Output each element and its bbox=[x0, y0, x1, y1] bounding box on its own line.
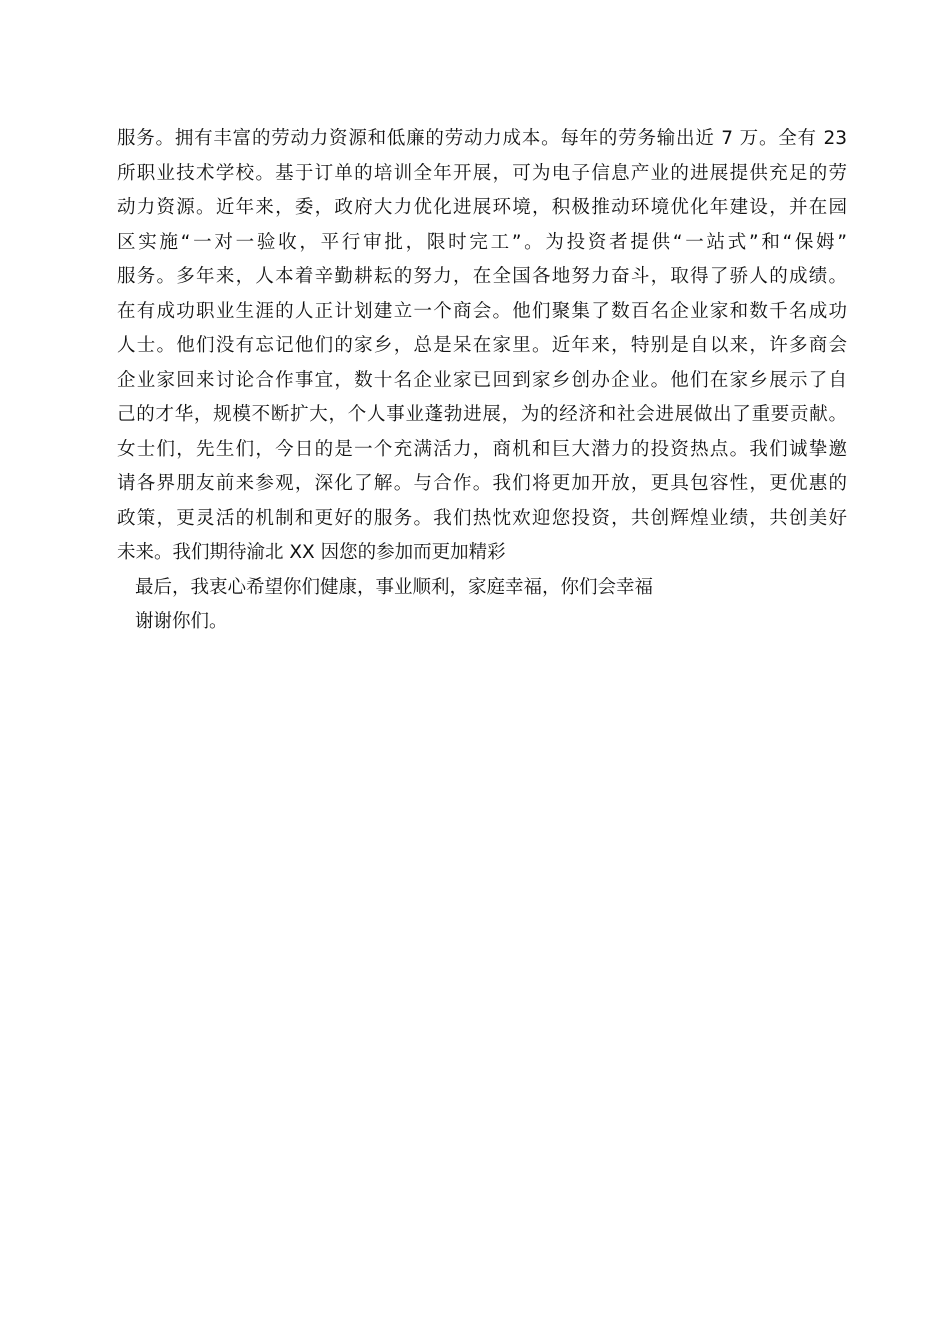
closing-wishes-line: 最后，我衷心希望你们健康，事业顺利，家庭幸福，你们会幸福 bbox=[135, 576, 654, 598]
thank-you-line: 谢谢你们。 bbox=[135, 611, 228, 632]
paragraph-line: 所职业技术学校。基于订单的培训全年开展，可为电子信息产业的进展提供充足的劳 bbox=[117, 162, 847, 184]
paragraph-line: 动力资源。近年来，委，政府大力优化进展环境，积极推动环境优化年建设，并在园 bbox=[117, 197, 847, 218]
paragraph-line: 未来。我们期待渝北 XX 因您的参加而更加精彩 bbox=[117, 542, 506, 563]
document-body bbox=[117, 122, 847, 640]
paragraph-line: 请各界朋友前来参观，深化了解。与合作。我们将更加开放，更具包容性，更优惠的 bbox=[117, 473, 847, 494]
paragraph-line: 服务。拥有丰富的劳动力资源和低廉的劳动力成本。每年的劳务输出近 7 万。全有 23 bbox=[117, 128, 847, 149]
paragraph-line: 政策，更灵活的机制和更好的服务。我们热忱欢迎您投资，共创辉煌业绩，共创美好 bbox=[117, 507, 847, 529]
paragraph-line: 区实施“一对一验收，平行审批，限时完工”。为投资者提供“一站式”和“保姆” bbox=[117, 231, 847, 253]
paragraph-line: 女士们，先生们，今日的是一个充满活力，商机和巨大潜力的投资热点。我们诚挚邀 bbox=[117, 438, 847, 460]
paragraph-line: 人士。他们没有忘记他们的家乡，总是呆在家里。近年来，特别是自以来，许多商会 bbox=[117, 335, 847, 356]
paragraph-line: 己的才华，规模不断扩大，个人事业蓬勃进展，为的经济和社会进展做出了重要贡献。 bbox=[117, 404, 847, 425]
paragraph-line: 在有成功职业生涯的人正计划建立一个商会。他们聚集了数百名企业家和数千名成功 bbox=[117, 300, 847, 322]
paragraph-line: 企业家回来讨论合作事宜，数十名企业家已回到家乡创办企业。他们在家乡展示了自 bbox=[117, 369, 847, 391]
paragraph-line: 服务。多年来，人本着辛勤耕耘的努力，在全国各地努力奋斗，取得了骄人的成绩。 bbox=[117, 266, 847, 287]
